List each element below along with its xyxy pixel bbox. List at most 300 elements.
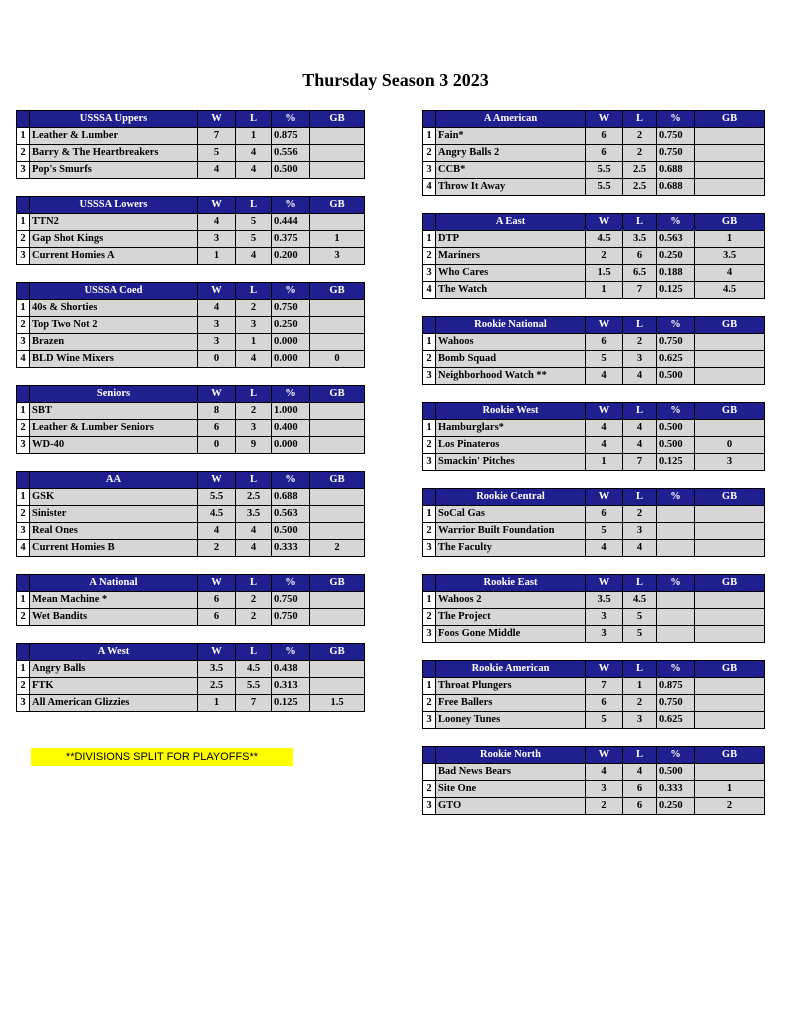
- table-row: [17, 540, 365, 557]
- losses: 5: [236, 231, 272, 248]
- games-back: [310, 145, 365, 162]
- wins: 3: [586, 781, 623, 798]
- column-header-l: L: [623, 214, 657, 231]
- column-header-gb: GB: [310, 575, 365, 592]
- column-header-pct: %: [657, 403, 695, 420]
- win-pct: 0.250: [272, 317, 310, 334]
- column-header-l: L: [236, 472, 272, 489]
- losses: 4: [623, 764, 657, 781]
- division-header-row: [423, 489, 765, 506]
- losses: 4: [236, 523, 272, 540]
- table-row: [423, 334, 765, 351]
- wins: 2: [586, 798, 623, 815]
- losses: 3: [236, 317, 272, 334]
- losses: 6.5: [623, 265, 657, 282]
- wins: 4: [586, 764, 623, 781]
- team-name: Leather & Lumber: [30, 128, 198, 145]
- table-row: [17, 317, 365, 334]
- wins: 4: [586, 437, 623, 454]
- losses: 5: [623, 609, 657, 626]
- games-back: 1: [310, 231, 365, 248]
- column-header-l: L: [623, 489, 657, 506]
- games-back: [310, 661, 365, 678]
- table-row: [423, 764, 765, 781]
- games-back: 0: [310, 351, 365, 368]
- losses: 2: [236, 592, 272, 609]
- wins: 4: [586, 540, 623, 557]
- losses: 4: [236, 351, 272, 368]
- win-pct: 0.375: [272, 231, 310, 248]
- table-row: [423, 145, 765, 162]
- games-back: [695, 523, 765, 540]
- division-header-row: [17, 386, 365, 403]
- win-pct: 0.333: [657, 781, 695, 798]
- team-name: Wet Bandits: [30, 609, 198, 626]
- losses: 3.5: [623, 231, 657, 248]
- table-row: [423, 454, 765, 471]
- division-name: Seniors: [30, 386, 198, 403]
- table-row: [17, 695, 365, 712]
- games-back: [310, 128, 365, 145]
- win-pct: 0.875: [657, 678, 695, 695]
- team-name: Mariners: [436, 248, 586, 265]
- losses: 2.5: [623, 179, 657, 196]
- rank: 2: [17, 609, 30, 626]
- win-pct: [657, 523, 695, 540]
- table-row: [17, 300, 365, 317]
- table-row: [17, 678, 365, 695]
- wins: 7: [198, 128, 236, 145]
- team-name: Top Two Not 2: [30, 317, 198, 334]
- win-pct: 0.125: [657, 282, 695, 299]
- games-back: 1: [695, 231, 765, 248]
- win-pct: 0.750: [657, 695, 695, 712]
- win-pct: 0.250: [657, 248, 695, 265]
- games-back: [310, 609, 365, 626]
- rank: 1: [17, 128, 30, 145]
- column-header-gb: GB: [695, 747, 765, 764]
- column-header-l: L: [623, 661, 657, 678]
- rank-header: [423, 575, 436, 592]
- rank: 4: [17, 540, 30, 557]
- win-pct: 0.750: [272, 609, 310, 626]
- win-pct: 0.444: [272, 214, 310, 231]
- wins: 5: [586, 523, 623, 540]
- table-row: [17, 248, 365, 265]
- losses: 6: [623, 781, 657, 798]
- games-back: [310, 437, 365, 454]
- team-name: The Project: [436, 609, 586, 626]
- losses: 4: [623, 437, 657, 454]
- games-back: [310, 317, 365, 334]
- losses: 2: [623, 506, 657, 523]
- column-header-w: W: [586, 403, 623, 420]
- games-back: [695, 162, 765, 179]
- losses: 7: [623, 454, 657, 471]
- division-header-row: [423, 214, 765, 231]
- column-header-w: W: [198, 111, 236, 128]
- column-header-gb: GB: [695, 661, 765, 678]
- column-header-gb: GB: [310, 197, 365, 214]
- games-back: [695, 128, 765, 145]
- win-pct: [657, 592, 695, 609]
- rank-header: [17, 644, 30, 661]
- win-pct: [657, 506, 695, 523]
- team-name: Throat Plungers: [436, 678, 586, 695]
- column-header-gb: GB: [695, 575, 765, 592]
- team-name: Los Pinateros: [436, 437, 586, 454]
- division-header-row: [17, 644, 365, 661]
- team-name: Current Homies A: [30, 248, 198, 265]
- column-header-w: W: [586, 214, 623, 231]
- table-row: [423, 179, 765, 196]
- table-row: [423, 609, 765, 626]
- table-row: [423, 523, 765, 540]
- losses: 7: [236, 695, 272, 712]
- division-name: Rookie West: [436, 403, 586, 420]
- rank: 2: [423, 351, 436, 368]
- division-name: A National: [30, 575, 198, 592]
- losses: 2.5: [623, 162, 657, 179]
- win-pct: 0.563: [657, 231, 695, 248]
- losses: 4: [236, 540, 272, 557]
- team-name: BLD Wine Mixers: [30, 351, 198, 368]
- wins: 6: [198, 609, 236, 626]
- games-back: [695, 695, 765, 712]
- win-pct: 0.500: [272, 523, 310, 540]
- team-name: Looney Tunes: [436, 712, 586, 729]
- wins: 4: [198, 214, 236, 231]
- games-back: 0: [695, 437, 765, 454]
- column-header-l: L: [236, 386, 272, 403]
- losses: 2: [623, 145, 657, 162]
- losses: 4: [623, 368, 657, 385]
- games-back: [695, 592, 765, 609]
- win-pct: 0.000: [272, 351, 310, 368]
- win-pct: 0.750: [657, 334, 695, 351]
- division-table-rookie-east: [422, 574, 765, 643]
- rank: 2: [17, 678, 30, 695]
- games-back: 4.5: [695, 282, 765, 299]
- rank-header: [17, 111, 30, 128]
- rank: 3: [423, 265, 436, 282]
- losses: 5.5: [236, 678, 272, 695]
- rank: 3: [17, 437, 30, 454]
- division-header-row: [423, 575, 765, 592]
- win-pct: 0.500: [657, 368, 695, 385]
- rank: 4: [423, 282, 436, 299]
- rank-header: [17, 197, 30, 214]
- column-header-w: W: [198, 386, 236, 403]
- wins: 4: [586, 368, 623, 385]
- rank: 3: [17, 523, 30, 540]
- win-pct: 0.000: [272, 437, 310, 454]
- games-back: 3.5: [695, 248, 765, 265]
- table-row: [423, 282, 765, 299]
- losses: 2: [623, 334, 657, 351]
- column-header-w: W: [198, 575, 236, 592]
- rank: 1: [17, 489, 30, 506]
- division-name: AA: [30, 472, 198, 489]
- win-pct: [657, 626, 695, 643]
- win-pct: 0.313: [272, 678, 310, 695]
- division-table-rookie-west: [422, 402, 765, 471]
- column-header-pct: %: [657, 489, 695, 506]
- playoff-note: **DIVISIONS SPLIT FOR PLAYOFFS**: [31, 748, 293, 766]
- right-standings-column: [422, 110, 764, 832]
- games-back: [310, 214, 365, 231]
- games-back: [310, 592, 365, 609]
- losses: 2: [236, 300, 272, 317]
- games-back: 2: [695, 798, 765, 815]
- column-header-w: W: [586, 489, 623, 506]
- losses: 1: [236, 334, 272, 351]
- wins: 2.5: [198, 678, 236, 695]
- team-name: Hamburglars*: [436, 420, 586, 437]
- losses: 5: [623, 626, 657, 643]
- column-header-gb: GB: [695, 111, 765, 128]
- wins: 4.5: [198, 506, 236, 523]
- rank: 1: [17, 403, 30, 420]
- team-name: Wahoos 2: [436, 592, 586, 609]
- column-header-pct: %: [657, 111, 695, 128]
- division-name: Rookie North: [436, 747, 586, 764]
- column-header-gb: GB: [695, 489, 765, 506]
- rank: 1: [17, 661, 30, 678]
- division-name: A East: [436, 214, 586, 231]
- losses: 3: [236, 420, 272, 437]
- games-back: [695, 764, 765, 781]
- team-name: GSK: [30, 489, 198, 506]
- division-header-row: [423, 747, 765, 764]
- win-pct: 0.188: [657, 265, 695, 282]
- games-back: [695, 678, 765, 695]
- team-name: Angry Balls 2: [436, 145, 586, 162]
- rank-header: [17, 472, 30, 489]
- win-pct: 0.438: [272, 661, 310, 678]
- division-header-row: [17, 197, 365, 214]
- losses: 9: [236, 437, 272, 454]
- team-name: Throw It Away: [436, 179, 586, 196]
- wins: 3.5: [586, 592, 623, 609]
- team-name: Leather & Lumber Seniors: [30, 420, 198, 437]
- column-header-gb: GB: [695, 403, 765, 420]
- games-back: [695, 626, 765, 643]
- table-row: [423, 265, 765, 282]
- win-pct: 0.563: [272, 506, 310, 523]
- table-row: [423, 712, 765, 729]
- division-header-row: [17, 111, 365, 128]
- rank: 1: [423, 420, 436, 437]
- games-back: [695, 145, 765, 162]
- rank: 2: [423, 781, 436, 798]
- rank: 2: [423, 145, 436, 162]
- games-back: [310, 420, 365, 437]
- rank: 3: [423, 162, 436, 179]
- column-header-pct: %: [657, 575, 695, 592]
- column-header-l: L: [236, 575, 272, 592]
- division-name: USSSA Lowers: [30, 197, 198, 214]
- rank: 2: [17, 145, 30, 162]
- rank: 1: [423, 506, 436, 523]
- division-name: USSSA Coed: [30, 283, 198, 300]
- rank-header: [423, 747, 436, 764]
- win-pct: 0.750: [272, 300, 310, 317]
- division-table-rookie-american: [422, 660, 765, 729]
- wins: 3.5: [198, 661, 236, 678]
- rank: 3: [17, 334, 30, 351]
- division-header-row: [17, 472, 365, 489]
- left-standings-column: [16, 110, 364, 729]
- wins: 1: [586, 454, 623, 471]
- win-pct: 0.500: [657, 420, 695, 437]
- rank: 2: [17, 317, 30, 334]
- column-header-pct: %: [272, 111, 310, 128]
- wins: 1: [586, 282, 623, 299]
- rank: 3: [423, 626, 436, 643]
- table-row: [17, 506, 365, 523]
- column-header-w: W: [586, 111, 623, 128]
- division-name: Rookie Central: [436, 489, 586, 506]
- wins: 6: [586, 128, 623, 145]
- rank: 1: [17, 300, 30, 317]
- column-header-w: W: [198, 644, 236, 661]
- games-back: [310, 162, 365, 179]
- table-row: [423, 231, 765, 248]
- team-name: Bad News Bears: [436, 764, 586, 781]
- column-header-pct: %: [272, 197, 310, 214]
- rank: 3: [423, 712, 436, 729]
- rank: 2: [423, 609, 436, 626]
- win-pct: 0.500: [657, 437, 695, 454]
- division-table-rookie-national: [422, 316, 765, 385]
- page-title: Thursday Season 3 2023: [302, 70, 489, 90]
- team-name: FTK: [30, 678, 198, 695]
- losses: 3: [623, 351, 657, 368]
- column-header-gb: GB: [310, 472, 365, 489]
- wins: 6: [198, 592, 236, 609]
- losses: 6: [623, 798, 657, 815]
- team-name: Mean Machine *: [30, 592, 198, 609]
- win-pct: 0.688: [272, 489, 310, 506]
- column-header-pct: %: [272, 644, 310, 661]
- column-header-gb: GB: [695, 214, 765, 231]
- games-back: [310, 523, 365, 540]
- table-row: [17, 661, 365, 678]
- team-name: CCB*: [436, 162, 586, 179]
- wins: 0: [198, 437, 236, 454]
- games-back: [310, 403, 365, 420]
- games-back: [310, 300, 365, 317]
- rank: 2: [17, 420, 30, 437]
- division-header-row: [423, 661, 765, 678]
- games-back: [310, 489, 365, 506]
- rank: 1: [423, 128, 436, 145]
- division-header-row: [423, 317, 765, 334]
- team-name: SoCal Gas: [436, 506, 586, 523]
- games-back: [695, 420, 765, 437]
- rank-header: [423, 214, 436, 231]
- team-name: Brazen: [30, 334, 198, 351]
- win-pct: 0.333: [272, 540, 310, 557]
- win-pct: 0.500: [657, 764, 695, 781]
- team-name: Fain*: [436, 128, 586, 145]
- column-header-w: W: [586, 317, 623, 334]
- win-pct: 0.200: [272, 248, 310, 265]
- division-table-a-east: [422, 213, 765, 299]
- games-back: [310, 334, 365, 351]
- division-name: USSSA Uppers: [30, 111, 198, 128]
- table-row: [17, 437, 365, 454]
- rank: 1: [423, 334, 436, 351]
- division-name: Rookie East: [436, 575, 586, 592]
- table-row: [423, 368, 765, 385]
- rank: 1: [423, 231, 436, 248]
- losses: 4: [623, 420, 657, 437]
- team-name: All American Glizzies: [30, 695, 198, 712]
- team-name: Bomb Squad: [436, 351, 586, 368]
- table-row: [423, 781, 765, 798]
- rank: 3: [423, 798, 436, 815]
- column-header-w: W: [586, 661, 623, 678]
- win-pct: 1.000: [272, 403, 310, 420]
- losses: 3: [623, 712, 657, 729]
- win-pct: 0.400: [272, 420, 310, 437]
- wins: 5: [586, 351, 623, 368]
- division-header-row: [17, 575, 365, 592]
- column-header-l: L: [623, 403, 657, 420]
- team-name: Gap Shot Kings: [30, 231, 198, 248]
- wins: 4: [198, 523, 236, 540]
- wins: 6: [586, 506, 623, 523]
- losses: 2: [623, 128, 657, 145]
- column-header-l: L: [623, 317, 657, 334]
- team-name: GTO: [436, 798, 586, 815]
- rank-header: [17, 283, 30, 300]
- rank-header: [423, 661, 436, 678]
- wins: 5: [198, 145, 236, 162]
- column-header-l: L: [236, 197, 272, 214]
- column-header-gb: GB: [310, 283, 365, 300]
- losses: 7: [623, 282, 657, 299]
- column-header-w: W: [198, 197, 236, 214]
- rank: 2: [423, 437, 436, 454]
- table-row: [423, 592, 765, 609]
- division-table-rookie-north: [422, 746, 765, 815]
- division-table-a-west: [16, 643, 365, 712]
- table-row: [17, 609, 365, 626]
- division-header-row: [17, 283, 365, 300]
- games-back: [310, 506, 365, 523]
- rank: 3: [423, 454, 436, 471]
- team-name: Free Ballers: [436, 695, 586, 712]
- team-name: Smackin' Pitches: [436, 454, 586, 471]
- losses: 1: [623, 678, 657, 695]
- table-row: [423, 437, 765, 454]
- games-back: 1.5: [310, 695, 365, 712]
- win-pct: 0.750: [657, 145, 695, 162]
- rank: 2: [423, 695, 436, 712]
- division-table-a-national: [16, 574, 365, 626]
- team-name: WD-40: [30, 437, 198, 454]
- games-back: [695, 506, 765, 523]
- games-back: [695, 179, 765, 196]
- division-table-rookie-central: [422, 488, 765, 557]
- column-header-pct: %: [272, 472, 310, 489]
- team-name: DTP: [436, 231, 586, 248]
- win-pct: 0.500: [272, 162, 310, 179]
- win-pct: 0.625: [657, 351, 695, 368]
